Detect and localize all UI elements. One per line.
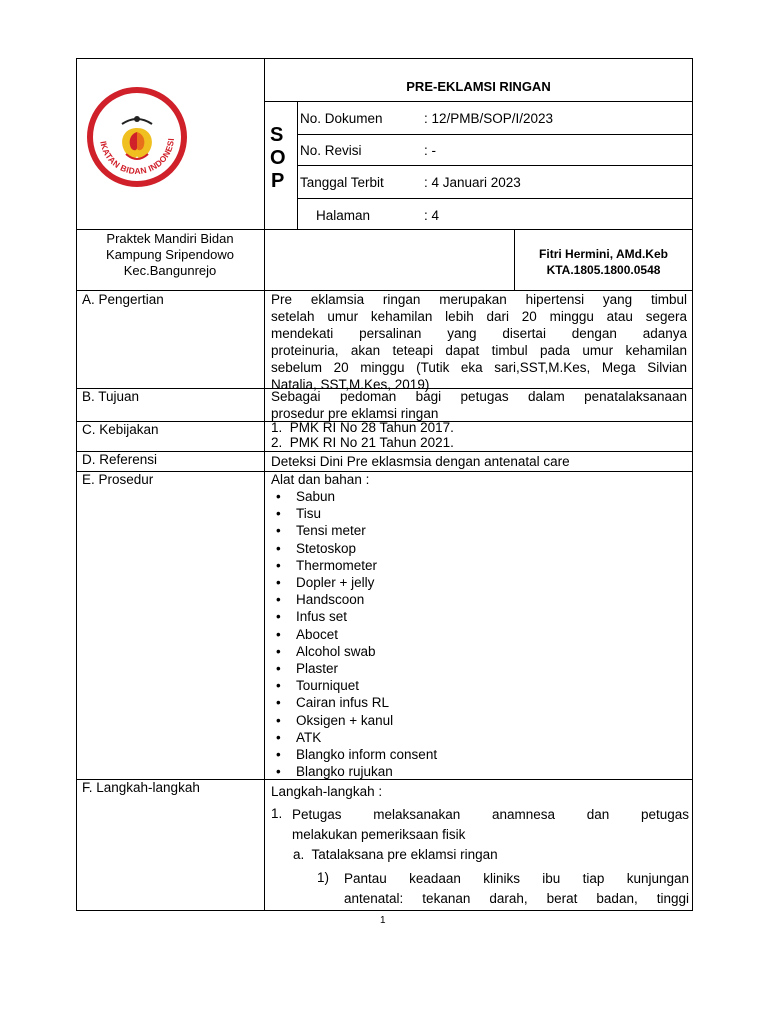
page-number: 1 <box>380 915 386 926</box>
list-item: • Oksigen + kanul <box>272 712 437 729</box>
list-item: • Stetoskop <box>272 540 437 557</box>
kebijakan-item-1: 1. PMK RI No 28 Tahun 2017. <box>271 420 454 435</box>
signer-id: KTA.1805.1800.0548 <box>546 263 661 277</box>
tujuan-text: Sebagai pedoman bagi petugas dalam penatalaksanaan prosedur pre eklamsi ringan <box>271 389 687 421</box>
pengertian-text: Pre eklamsia ringan merupakan hipertensi yang timbul setelah umur kehamilan lebih dari 20 minggu atau segera mendekati persalinan yang disertai dengan adanya proteinuria, akan teteapi dapat timbul pada umur kehamilan sebelum 20 minggu (Tutik eka sari,SST,M.Kes, Mega Silvian Natalia, SST,M.Kes, 2019) <box>271 292 687 392</box>
field-label-halaman: Halaman <box>316 208 371 223</box>
list-item: • ATK <box>272 729 437 746</box>
field-label-no-revisi: No. Revisi <box>300 143 362 158</box>
field-value-no-revisi: : - <box>424 143 436 158</box>
field-value-no-dokumen: : 12/PMB/SOP/I/2023 <box>424 111 554 126</box>
list-item: • Dopler + jelly <box>272 574 437 591</box>
section-label-referensi: D. Referensi <box>82 452 158 467</box>
list-item: • Thermometer <box>272 557 437 574</box>
section-label-langkah: F. Langkah-langkah <box>82 780 200 795</box>
document-title: PRE-EKLAMSI RINGAN <box>406 79 551 94</box>
equipment-list <box>272 488 437 780</box>
langkah-intro: Langkah-langkah : <box>271 784 383 799</box>
list-item: • Blangko inform consent <box>272 746 437 763</box>
institution-line-1: Praktek Mandiri Bidan <box>106 231 234 246</box>
sub-step-a: a. Tatalaksana pre eklamsi ringan <box>293 847 498 862</box>
sop-letter-o: O <box>270 147 286 169</box>
field-value-tanggal-terbit: : 4 Januari 2023 <box>424 175 521 190</box>
list-item: • Plaster <box>272 660 437 677</box>
list-item: • Abocet <box>272 626 437 643</box>
institution-line-3: Kec.Bangunrejo <box>123 263 217 278</box>
section-label-prosedur: E. Prosedur <box>82 472 154 487</box>
list-item: • Tisu <box>272 505 437 522</box>
signer-name: Fitri Hermini, AMd.Keb <box>539 247 668 261</box>
list-item: • Alcohol swab <box>272 643 437 660</box>
list-item: • Tourniquet <box>272 677 437 694</box>
prosedur-intro: Alat dan bahan : <box>271 472 370 487</box>
list-item: • Cairan infus RL <box>272 694 437 711</box>
section-label-tujuan: B. Tujuan <box>82 389 140 404</box>
sub-step-1-text: Pantau keadaan kliniks ibu tiap kunjungan antenatal: tekanan darah, berat badan, tinggi <box>344 871 689 906</box>
step-1-number: 1. <box>271 806 283 821</box>
list-item: • Blangko rujukan <box>272 763 437 780</box>
list-item: • Infus set <box>272 608 437 625</box>
field-label-no-dokumen: No. Dokumen <box>300 111 383 126</box>
sop-letter-s: S <box>270 124 284 146</box>
field-label-tanggal-terbit: Tanggal Terbit <box>300 175 384 190</box>
kebijakan-item-2: 2. PMK RI No 21 Tahun 2021. <box>271 435 454 450</box>
list-item: • Tensi meter <box>272 522 437 539</box>
ikatan-bidan-indonesia-logo <box>86 86 188 188</box>
list-item: • Handscoon <box>272 591 437 608</box>
referensi-text: Deteksi Dini Pre eklasmsia dengan antenatal care <box>271 454 570 469</box>
list-item: • Sabun <box>272 488 437 505</box>
svg-text:IKATAN BIDAN INDONESIA: IKATAN BIDAN INDONESI <box>98 137 176 177</box>
sub-step-1-number: 1) <box>317 870 330 885</box>
section-label-pengertian: A. Pengertian <box>82 292 164 307</box>
field-value-halaman: : 4 <box>424 208 440 223</box>
sop-letter-p: P <box>271 170 285 192</box>
section-label-kebijakan: C. Kebijakan <box>82 422 159 437</box>
step-1-text: Petugas melaksanakan anamnesa dan petugas melakukan pemeriksaan fisik <box>292 807 689 842</box>
institution-line-2: Kampung Sripendowo <box>106 247 234 262</box>
